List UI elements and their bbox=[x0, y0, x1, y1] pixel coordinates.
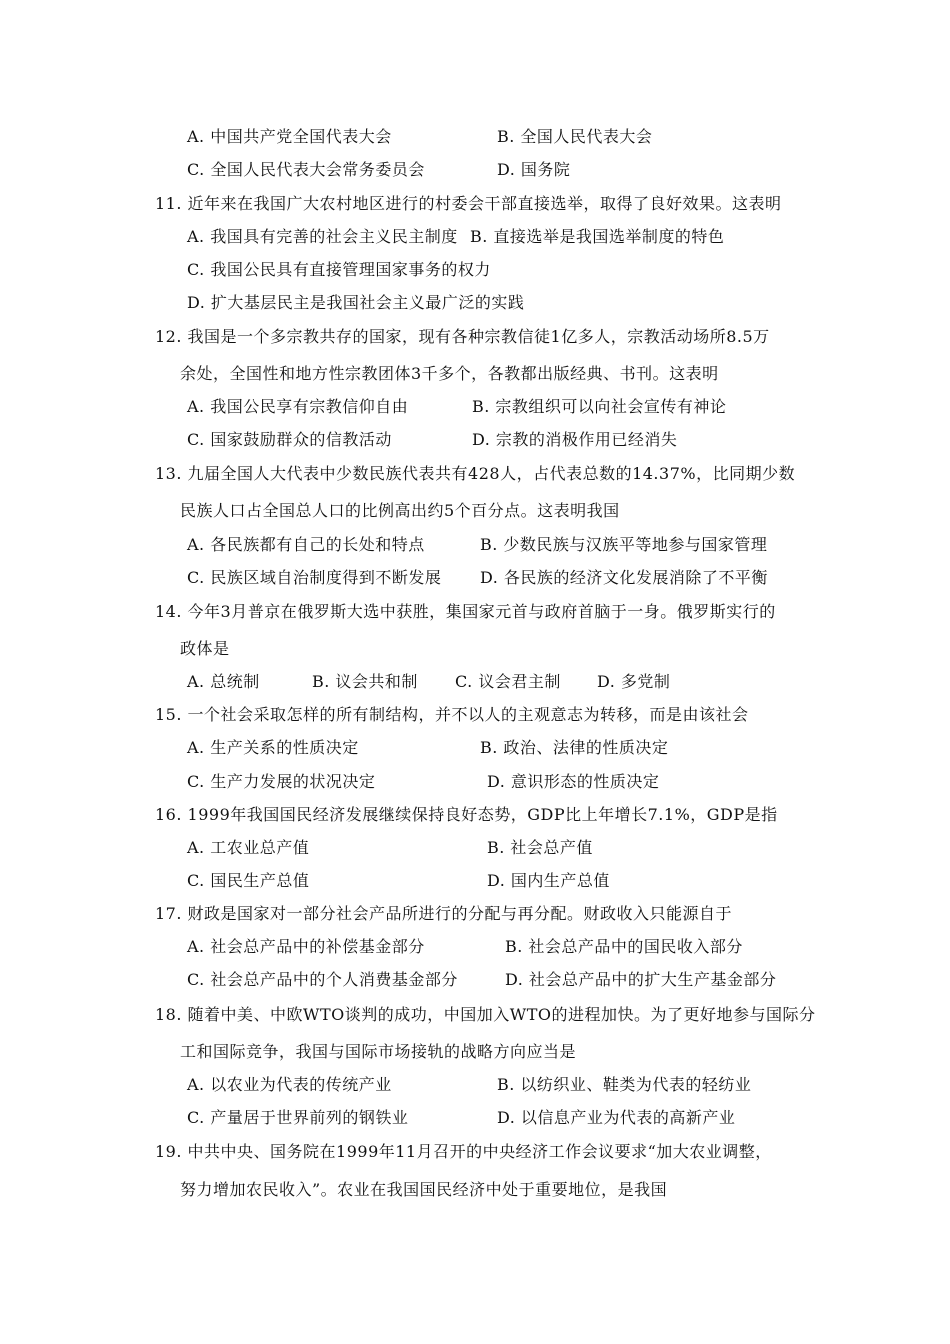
q17-option-b: B. 社会总产品中的国民收入部分 bbox=[505, 937, 743, 956]
q18-option-a: A. 以农业为代表的传统产业 bbox=[187, 1075, 392, 1094]
q14-option-c: C. 议会君主制 bbox=[455, 672, 561, 691]
q10-option-a: A. 中国共产党全国代表大会 bbox=[187, 127, 392, 146]
q16-option-b: B. 社会总产值 bbox=[487, 838, 593, 857]
q19-stem-line2: 努力增加农民收入”。农业在我国国民经济中处于重要地位，是我国 bbox=[180, 1180, 668, 1199]
q19-stem-line1: 19. 中共中央、国务院在1999年11月召开的中央经济工作会议要求“加大农业调整， bbox=[155, 1142, 772, 1161]
q14-option-b: B. 议会共和制 bbox=[312, 672, 418, 691]
q15-stem: 15. 一个社会采取怎样的所有制结构，并不以人的主观意志为转移，而是由该社会 bbox=[155, 705, 749, 724]
q14-stem-line2: 政体是 bbox=[180, 639, 230, 658]
q11-option-a: A. 我国具有完善的社会主义民主制度 bbox=[187, 227, 458, 246]
q13-stem-line2: 民族人口占全国总人口的比例高出约5个百分点。这表明我国 bbox=[180, 501, 620, 520]
q16-option-d: D. 国内生产总值 bbox=[487, 871, 610, 890]
q10-option-b: B. 全国人民代表大会 bbox=[497, 127, 653, 146]
q13-stem-line1: 13. 九届全国人大代表中少数民族代表共有428人，占代表总数的14.37%，比同期少数 bbox=[155, 464, 796, 483]
q14-stem-line1: 14. 今年3月普京在俄罗斯大选中获胜，集国家元首与政府首脑于一身。俄罗斯实行的 bbox=[155, 602, 776, 621]
q18-option-c: C. 产量居于世界前列的钢铁业 bbox=[187, 1108, 409, 1127]
q18-option-d: D. 以信息产业为代表的高新产业 bbox=[497, 1108, 736, 1127]
q17-option-a: A. 社会总产品中的补偿基金部分 bbox=[187, 937, 425, 956]
q15-option-b: B. 政治、法律的性质决定 bbox=[480, 738, 669, 757]
q11-option-b: B. 直接选举是我国选举制度的特色 bbox=[470, 227, 725, 246]
q11-option-c: C. 我国公民具有直接管理国家事务的权力 bbox=[187, 260, 491, 279]
q17-option-c: C. 社会总产品中的个人消费基金部分 bbox=[187, 970, 458, 989]
q10-option-c: C. 全国人民代表大会常务委员会 bbox=[187, 160, 425, 179]
q13-option-d: D. 各民族的经济文化发展消除了不平衡 bbox=[480, 568, 768, 587]
q12-option-b: B. 宗教组织可以向社会宣传有神论 bbox=[472, 397, 727, 416]
q16-stem: 16. 1999年我国国民经济发展继续保持良好态势，GDP比上年增长7.1%，GDP是指 bbox=[155, 805, 778, 824]
q18-stem-line2: 工和国际竞争，我国与国际市场接轨的战略方向应当是 bbox=[180, 1042, 577, 1061]
q15-option-d: D. 意识形态的性质决定 bbox=[487, 772, 660, 791]
q18-option-b: B. 以纺织业、鞋类为代表的轻纺业 bbox=[497, 1075, 752, 1094]
q18-stem-line1: 18. 随着中美、中欧WTO谈判的成功，中国加入WTO的进程加快。为了更好地参与国际分 bbox=[155, 1005, 816, 1024]
q11-option-d: D. 扩大基层民主是我国社会主义最广泛的实践 bbox=[187, 293, 525, 312]
q12-stem-line2: 余处，全国性和地方性宗教团体3千多个，各教都出版经典、书刊。这表明 bbox=[180, 364, 719, 383]
q15-option-a: A. 生产关系的性质决定 bbox=[187, 738, 359, 757]
q15-option-c: C. 生产力发展的状况决定 bbox=[187, 772, 376, 791]
q13-option-c: C. 民族区域自治制度得到不断发展 bbox=[187, 568, 442, 587]
q16-option-c: C. 国民生产总值 bbox=[187, 871, 310, 890]
q12-option-a: A. 我国公民享有宗教信仰自由 bbox=[187, 397, 409, 416]
q12-option-c: C. 国家鼓励群众的信教活动 bbox=[187, 430, 392, 449]
q13-option-a: A. 各民族都有自己的长处和特点 bbox=[187, 535, 425, 554]
q17-option-d: D. 社会总产品中的扩大生产基金部分 bbox=[505, 970, 777, 989]
q14-option-a: A. 总统制 bbox=[187, 672, 260, 691]
q14-option-d: D. 多党制 bbox=[597, 672, 671, 691]
q12-stem-line1: 12. 我国是一个多宗教共存的国家，现有各种宗教信徒1亿多人，宗教活动场所8.5万 bbox=[155, 327, 770, 346]
q11-stem: 11. 近年来在我国广大农村地区进行的村委会干部直接选举，取得了良好效果。这表明 bbox=[155, 194, 782, 213]
q13-option-b: B. 少数民族与汉族平等地参与国家管理 bbox=[480, 535, 768, 554]
q10-option-d: D. 国务院 bbox=[497, 160, 571, 179]
q17-stem: 17. 财政是国家对一部分社会产品所进行的分配与再分配。财政收入只能源自于 bbox=[155, 904, 733, 923]
q12-option-d: D. 宗教的消极作用已经消失 bbox=[472, 430, 678, 449]
q16-option-a: A. 工农业总产值 bbox=[187, 838, 310, 857]
